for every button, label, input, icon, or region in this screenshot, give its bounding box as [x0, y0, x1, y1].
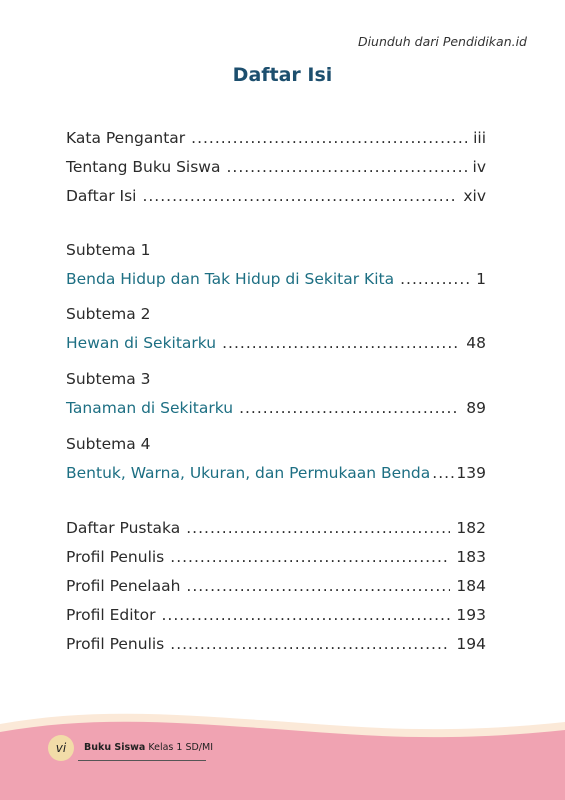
- toc-entry[interactable]: Bentuk, Warna, Ukuran, dan Permukaan Benda ..... 139: [66, 459, 486, 488]
- toc-entry[interactable]: Benda Hidup dan Tak Hidup di Sekitar Kita ..... 1: [66, 265, 486, 294]
- subtema-heading: Subtema 2: [66, 305, 151, 323]
- toc-entry[interactable]: Hewan di Sekitarku ..... 48: [66, 329, 486, 358]
- leader-dots: [239, 394, 460, 423]
- leader-dots: [191, 124, 467, 153]
- page-title: Daftar Isi: [232, 64, 333, 86]
- source-note: Diunduh dari Pendidikan.id: [357, 34, 527, 49]
- toc-subtema-4: [66, 430, 486, 488]
- toc-subtema-3: [66, 365, 486, 423]
- toc-entry[interactable]: Profil Penulis ..... 183: [66, 543, 486, 572]
- toc-entry[interactable]: Profil Editor ..... 193: [66, 601, 486, 630]
- toc-subtema-1: [66, 236, 486, 294]
- toc-subtema-2: [66, 300, 486, 358]
- toc-front-matter: [66, 124, 486, 211]
- toc-entry[interactable]: Kata Pengantar ..... iii: [66, 124, 486, 153]
- leader-dots: [400, 265, 470, 294]
- toc-entry[interactable]: Profil Penulis ..... 194: [66, 630, 486, 659]
- subtema-heading: Subtema 1: [66, 241, 151, 259]
- page-number-badge: [48, 735, 74, 761]
- leader-dots: [222, 329, 460, 358]
- leader-dots: [170, 543, 450, 572]
- subtema-heading: Subtema 4: [66, 435, 151, 453]
- toc-entry[interactable]: Tanaman di Sekitarku ..... 89: [66, 394, 486, 423]
- leader-dots: [161, 601, 450, 630]
- footer-book-title: Buku Siswa Kelas 1 SD/MI: [84, 742, 214, 753]
- toc-entry[interactable]: Daftar Isi ..... xiv: [66, 182, 486, 211]
- leader-dots: [170, 630, 450, 659]
- leader-dots: [186, 514, 450, 543]
- leader-dots: [186, 572, 450, 601]
- toc-entry[interactable]: Profil Penelaah ..... 184: [66, 572, 486, 601]
- toc-back-matter: [66, 514, 486, 659]
- leader-dots: [432, 459, 454, 488]
- footer-divider: [78, 760, 206, 761]
- leader-dots: [226, 153, 466, 182]
- toc-entry[interactable]: Daftar Pustaka ..... 182: [66, 514, 486, 543]
- leader-dots: [142, 182, 457, 211]
- toc-entry[interactable]: Tentang Buku Siswa ..... iv: [66, 153, 486, 182]
- subtema-heading: Subtema 3: [66, 370, 151, 388]
- page-number: vi: [55, 741, 67, 755]
